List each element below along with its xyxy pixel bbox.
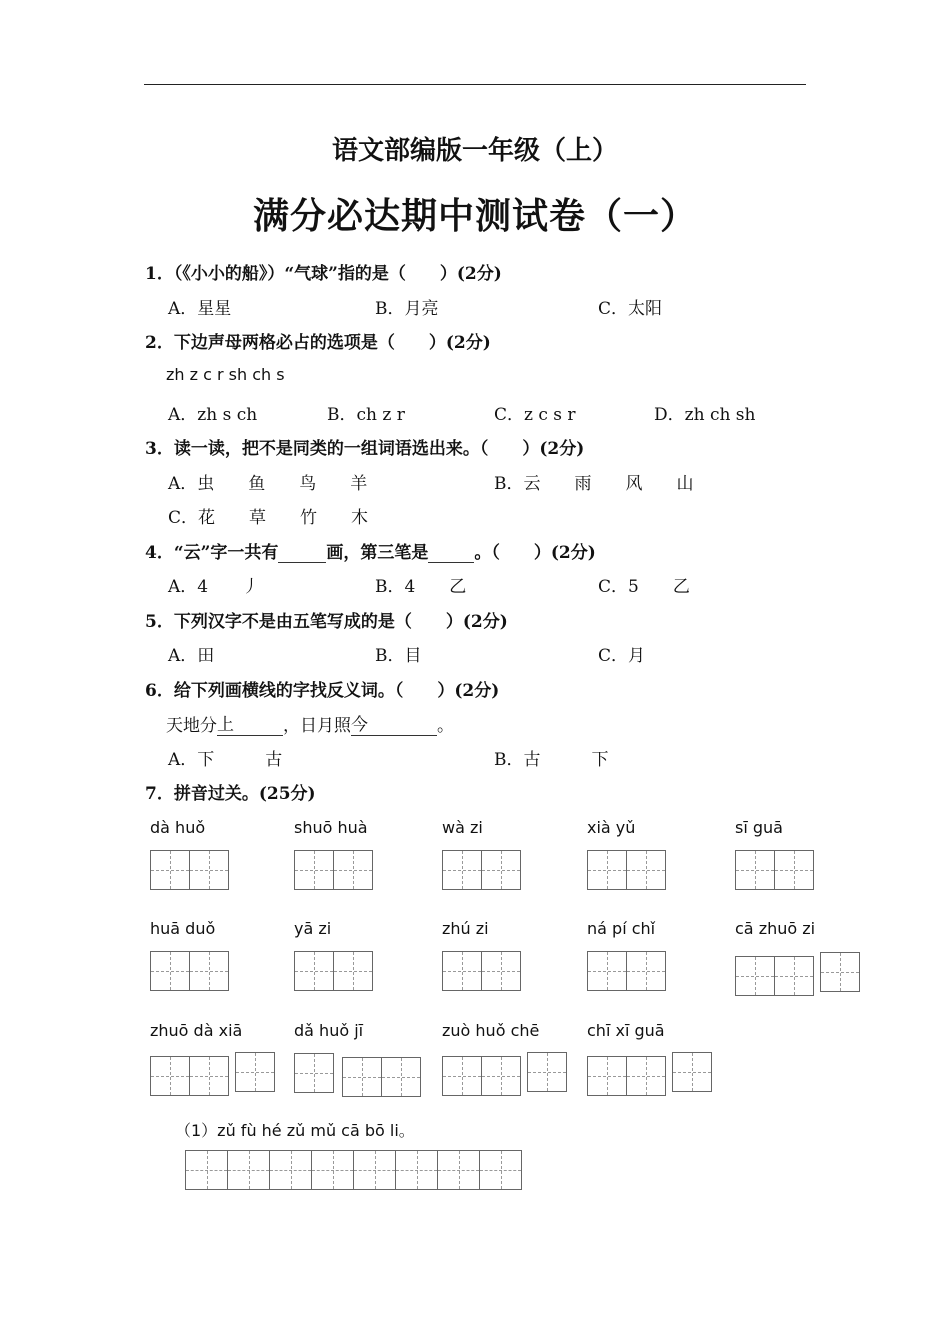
writing-grid[interactable]	[150, 951, 228, 991]
q5-option-a[interactable]: A．田	[168, 646, 215, 666]
writing-grid-extra[interactable]	[527, 1052, 566, 1092]
exam-subtitle: 语文部编版一年级（上）	[331, 136, 618, 166]
writing-grid[interactable]	[294, 951, 372, 991]
writing-grid[interactable]	[150, 850, 228, 890]
writing-grid[interactable]	[294, 850, 372, 890]
pinyin-word: zhú zi	[442, 919, 489, 938]
grid-cell[interactable]	[150, 951, 190, 991]
grid-cell[interactable]	[311, 1150, 354, 1190]
pinyin-sentence: （1）zǔ fù hé zǔ mǔ cā bō li。	[175, 1121, 415, 1140]
grid-cell[interactable]	[774, 850, 814, 890]
exam-title: 满分必达期中测试卷（一）	[252, 195, 697, 237]
grid-cell[interactable]	[672, 1052, 712, 1092]
q4-option-b[interactable]: B．4 乙	[375, 577, 467, 597]
writing-grid-extra[interactable]	[294, 1053, 333, 1093]
q5-option-c[interactable]: C．月	[598, 646, 646, 666]
q2-option-c[interactable]: C．z c s r	[494, 405, 576, 425]
grid-cell[interactable]	[626, 951, 666, 991]
pinyin-word: dà huǒ	[150, 818, 206, 837]
pinyin-word: wà zi	[442, 818, 483, 837]
writing-grid-extra[interactable]	[235, 1052, 274, 1092]
q4-blank-third-stroke[interactable]	[428, 562, 474, 563]
grid-cell[interactable]	[189, 951, 229, 991]
grid-cell[interactable]	[587, 850, 627, 890]
q2-initials: zh z c r sh ch s	[166, 365, 285, 384]
grid-cell[interactable]	[442, 951, 482, 991]
question-1: 1．（《小小的船》）“气球”指的是（ ）(2分)	[145, 264, 502, 284]
pinyin-word: zuò huǒ chē	[442, 1021, 540, 1040]
grid-cell[interactable]	[481, 1056, 521, 1096]
writing-grid[interactable]	[587, 850, 665, 890]
pinyin-word: ná pí chǐ	[587, 919, 656, 938]
question-3: 3．读一读，把不是同类的一组词语选出来。（ ）(2分)	[145, 439, 585, 459]
pinyin-word: yā zi	[294, 919, 332, 938]
grid-cell[interactable]	[481, 951, 521, 991]
writing-grid[interactable]	[735, 850, 813, 890]
question-2: 2．下边声母两格必占的选项是（ ）(2分)	[145, 333, 491, 353]
writing-grid[interactable]	[735, 956, 813, 996]
grid-cell[interactable]	[527, 1052, 567, 1092]
grid-cell[interactable]	[820, 952, 860, 992]
q6-underlined-word-b: 今	[351, 710, 437, 736]
q3-option-a[interactable]: A．虫 鱼 鸟 羊	[168, 474, 368, 494]
question-4: 4．“云”字一共有 画，第三笔是 。（ ）(2分)	[145, 543, 596, 563]
grid-cell[interactable]	[587, 951, 627, 991]
grid-cell[interactable]	[227, 1150, 270, 1190]
q6-option-b[interactable]: B．古 下	[494, 750, 609, 770]
grid-cell[interactable]	[774, 956, 814, 996]
grid-cell[interactable]	[269, 1150, 312, 1190]
grid-cell[interactable]	[479, 1150, 522, 1190]
q3-option-b[interactable]: B．云 雨 风 山	[494, 474, 694, 494]
grid-cell[interactable]	[626, 1056, 666, 1096]
q4-option-c[interactable]: C．5 乙	[598, 577, 690, 597]
pinyin-word: zhuō dà xiā	[150, 1021, 243, 1040]
writing-grid-extra[interactable]	[820, 952, 859, 992]
q1-option-b[interactable]: B．月亮	[375, 299, 439, 319]
grid-cell[interactable]	[189, 850, 229, 890]
q2-option-d[interactable]: D．zh ch sh	[654, 405, 756, 425]
q4-option-a[interactable]: A．4 丿	[168, 577, 260, 597]
q6-underlined-word-a: 上	[217, 710, 283, 736]
question-6: 6．给下列画横线的字找反义词。（ ）(2分)	[145, 681, 500, 701]
grid-cell[interactable]	[735, 850, 775, 890]
grid-cell[interactable]	[442, 1056, 482, 1096]
grid-cell[interactable]	[381, 1057, 421, 1097]
grid-cell[interactable]	[353, 1150, 396, 1190]
pinyin-word: dǎ huǒ jī	[294, 1021, 364, 1040]
writing-grid-extra[interactable]	[672, 1052, 711, 1092]
sentence-writing-grid[interactable]	[185, 1150, 521, 1190]
q5-option-b[interactable]: B．目	[375, 646, 422, 666]
grid-cell[interactable]	[294, 1053, 334, 1093]
q2-option-b[interactable]: B．ch z r	[327, 405, 405, 425]
q2-option-a[interactable]: A．zh s ch	[168, 405, 258, 425]
q6-sentence: 天地分上 ，日月照今 。	[166, 710, 454, 736]
q6-option-a[interactable]: A．下 古	[168, 750, 283, 770]
grid-cell[interactable]	[626, 850, 666, 890]
grid-cell[interactable]	[342, 1057, 382, 1097]
q1-option-c[interactable]: C．太阳	[598, 299, 663, 319]
top-rule	[144, 84, 806, 85]
grid-cell[interactable]	[442, 850, 482, 890]
grid-cell[interactable]	[235, 1052, 275, 1092]
pinyin-word: cā zhuō zi	[735, 919, 816, 938]
question-5: 5．下列汉字不是由五笔写成的是（ ）(2分)	[145, 612, 508, 632]
grid-cell[interactable]	[189, 1056, 229, 1096]
grid-cell[interactable]	[437, 1150, 480, 1190]
grid-cell[interactable]	[185, 1150, 228, 1190]
writing-grid[interactable]	[150, 1056, 228, 1096]
q1-option-a[interactable]: A．星星	[168, 299, 232, 319]
grid-cell[interactable]	[294, 951, 334, 991]
writing-grid[interactable]	[342, 1057, 420, 1097]
grid-cell[interactable]	[150, 1056, 190, 1096]
q4-blank-strokes[interactable]	[278, 562, 326, 563]
grid-cell[interactable]	[481, 850, 521, 890]
grid-cell[interactable]	[333, 951, 373, 991]
pinyin-word: shuō huà	[294, 818, 368, 837]
grid-cell[interactable]	[333, 850, 373, 890]
writing-grid[interactable]	[587, 951, 665, 991]
pinyin-word: xià yǔ	[587, 818, 636, 837]
grid-cell[interactable]	[395, 1150, 438, 1190]
grid-cell[interactable]	[735, 956, 775, 996]
writing-grid[interactable]	[587, 1056, 665, 1096]
q3-option-c[interactable]: C．花 草 竹 木	[168, 508, 369, 528]
pinyin-word: sī guā	[735, 818, 783, 837]
writing-grid[interactable]	[442, 850, 520, 890]
question-7: 7．拼音过关。(25分)	[145, 784, 316, 804]
grid-cell[interactable]	[294, 850, 334, 890]
grid-cell[interactable]	[150, 850, 190, 890]
grid-cell[interactable]	[587, 1056, 627, 1096]
pinyin-word: huā duǒ	[150, 919, 216, 938]
writing-grid[interactable]	[442, 1056, 520, 1096]
pinyin-word: chī xī guā	[587, 1021, 665, 1040]
writing-grid[interactable]	[442, 951, 520, 991]
